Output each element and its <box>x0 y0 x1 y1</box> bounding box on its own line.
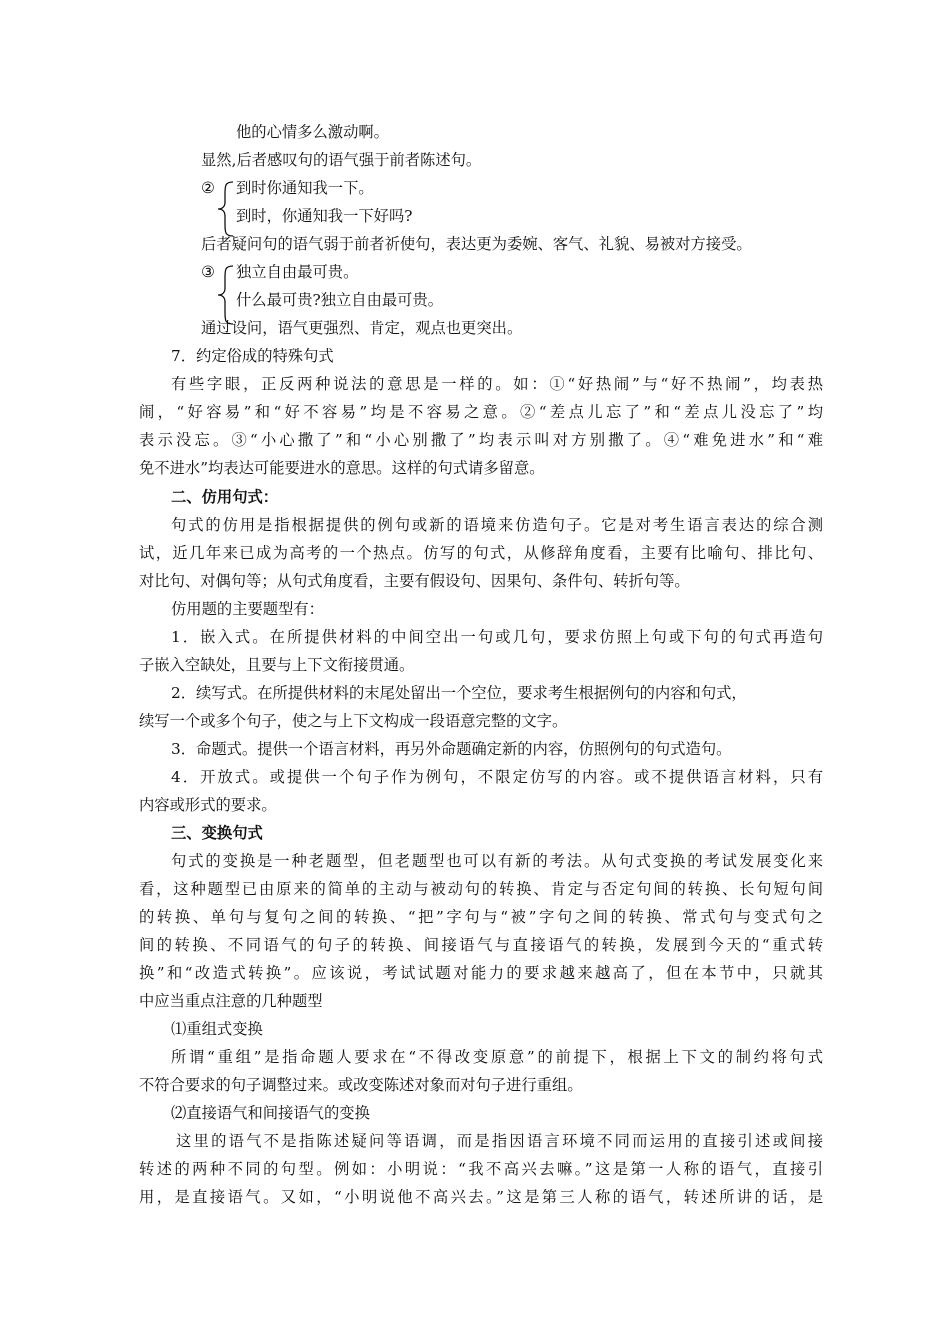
text-line: 到时，你通知我一下好吗? <box>236 207 413 225</box>
text-line: 免不进水”均表达可能要进水的意思。这样的句式请多留意。 <box>139 459 545 477</box>
text-line: 这里的语气不是指陈述疑问等语调，而是指因语言环境不同而运用的直接引述或间接 <box>176 1132 823 1150</box>
text-line: 续写一个或多个句子，使之与上下文构成一段语意完整的文字。 <box>139 712 568 730</box>
text-line: 转述的两种不同的句型。例如：小明说：“我不高兴去嘛。”这是第一人称的语气，直接引 <box>139 1160 823 1178</box>
text-line: 中应当重点注意的几种题型 <box>139 992 323 1010</box>
text-line: 1．嵌入式。在所提供材料的中间空出一句或几句，要求仿照上句或下句的句式再造句 <box>171 628 823 646</box>
text-line: 间的转换、不同语气的句子的转换、间接语气与直接语气的转换，发展到今天的“重式转 <box>139 936 823 954</box>
text-line: 2．续写式。在所提供材料的末尾处留出一个空位，要求考生根据例句的内容和句式， <box>171 684 747 702</box>
circled-number-3: ③ <box>201 263 215 281</box>
text-line: 用，是直接语气。又如，“小明说他不高兴去。”这是第三人称的语气，转述所讲的话，是 <box>139 1188 823 1206</box>
text-line: 对比句、对偶句等；从句式角度看，主要有假设句、因果句、条件句、转折句等。 <box>139 572 690 590</box>
brace-icon <box>215 180 237 238</box>
text-line: 子嵌入空缺处，且要与上下文衔接贯通。 <box>139 656 415 674</box>
text-line: 所谓“重组”是指命题人要求在“不得改变原意”的前提下，根据上下文的制约将句式 <box>171 1048 823 1066</box>
text-line: 内容或形式的要求。 <box>139 796 277 814</box>
subsection-heading: ⑵直接语气和间接语气的变换 <box>171 1104 370 1122</box>
text-line: 他的心情多么激动啊。 <box>236 123 389 141</box>
text-line: 换”和“改造式转换”。应该说，考试试题对能力的要求越来越高了，但在本节中，只就其 <box>139 964 823 982</box>
text-line: 到时你通知我一下。 <box>236 179 374 197</box>
text-line: 句式的仿用是指根据提供的例句或新的语境来仿造句子。它是对考生语言表达的综合测 <box>171 516 823 534</box>
text-line: 试，近几年来已成为高考的一个热点。仿写的句式，从修辞角度看，主要有比喻句、排比句、 <box>139 544 823 562</box>
text-line: 句式的变换是一种老题型，但老题型也可以有新的考法。从句式变换的考试发展变化来 <box>171 852 823 870</box>
circled-number-2: ② <box>201 179 215 197</box>
text-line: 不符合要求的句子调整过来。或改变陈述对象而对句子进行重组。 <box>139 1076 583 1094</box>
text-line: 仿用题的主要题型有： <box>171 600 324 618</box>
text-line: 什么最可贵?独立自由最可贵。 <box>236 291 444 309</box>
text-line: 有些字眼，正反两种说法的意思是一样的。如：①“好热闹”与“好不热闹”，均表热 <box>171 375 823 393</box>
text-line: 表示没忘。③“小心撒了”和“小心别撒了”均表示叫对方别撒了。④“难免进水”和“难 <box>139 431 823 449</box>
text-line: 显然,后者感叹句的语气强于前者陈述句。 <box>201 151 482 169</box>
text-line: 后者疑问句的语气弱于前者祈使句，表达更为委婉、客气、礼貌、易被对方接受。 <box>201 235 752 253</box>
text-line: 看，这种题型已由原来的简单的主动与被动句的转换、肯定与否定句间的转换、长句短句间 <box>139 880 823 898</box>
subsection-heading: ⑴重组式变换 <box>171 1020 263 1038</box>
text-line: 4．开放式。或提供一个句子作为例句，不限定仿写的内容。或不提供语言材料，只有 <box>171 768 823 786</box>
text-line: 独立自由最可贵。 <box>236 263 359 281</box>
section-heading: 7．约定俗成的特殊句式 <box>171 347 334 365</box>
section-heading: 三、变换句式 <box>171 824 263 842</box>
section-heading: 二、仿用句式： <box>171 488 279 506</box>
text-line: 闹，“好容易”和“好不容易”均是不容易之意。②“差点儿忘了”和“差点儿没忘了”均 <box>139 403 823 421</box>
text-line: 通过设问，语气更强烈、肯定，观点也更突出。 <box>201 319 523 337</box>
text-line: 的转换、单句与复句之间的转换、“把”字句与“被”字句之间的转换、常式句与变式句之 <box>139 908 823 926</box>
text-line: 3．命题式。提供一个语言材料，再另外命题确定新的内容，仿照例句的句式造句。 <box>171 740 732 758</box>
